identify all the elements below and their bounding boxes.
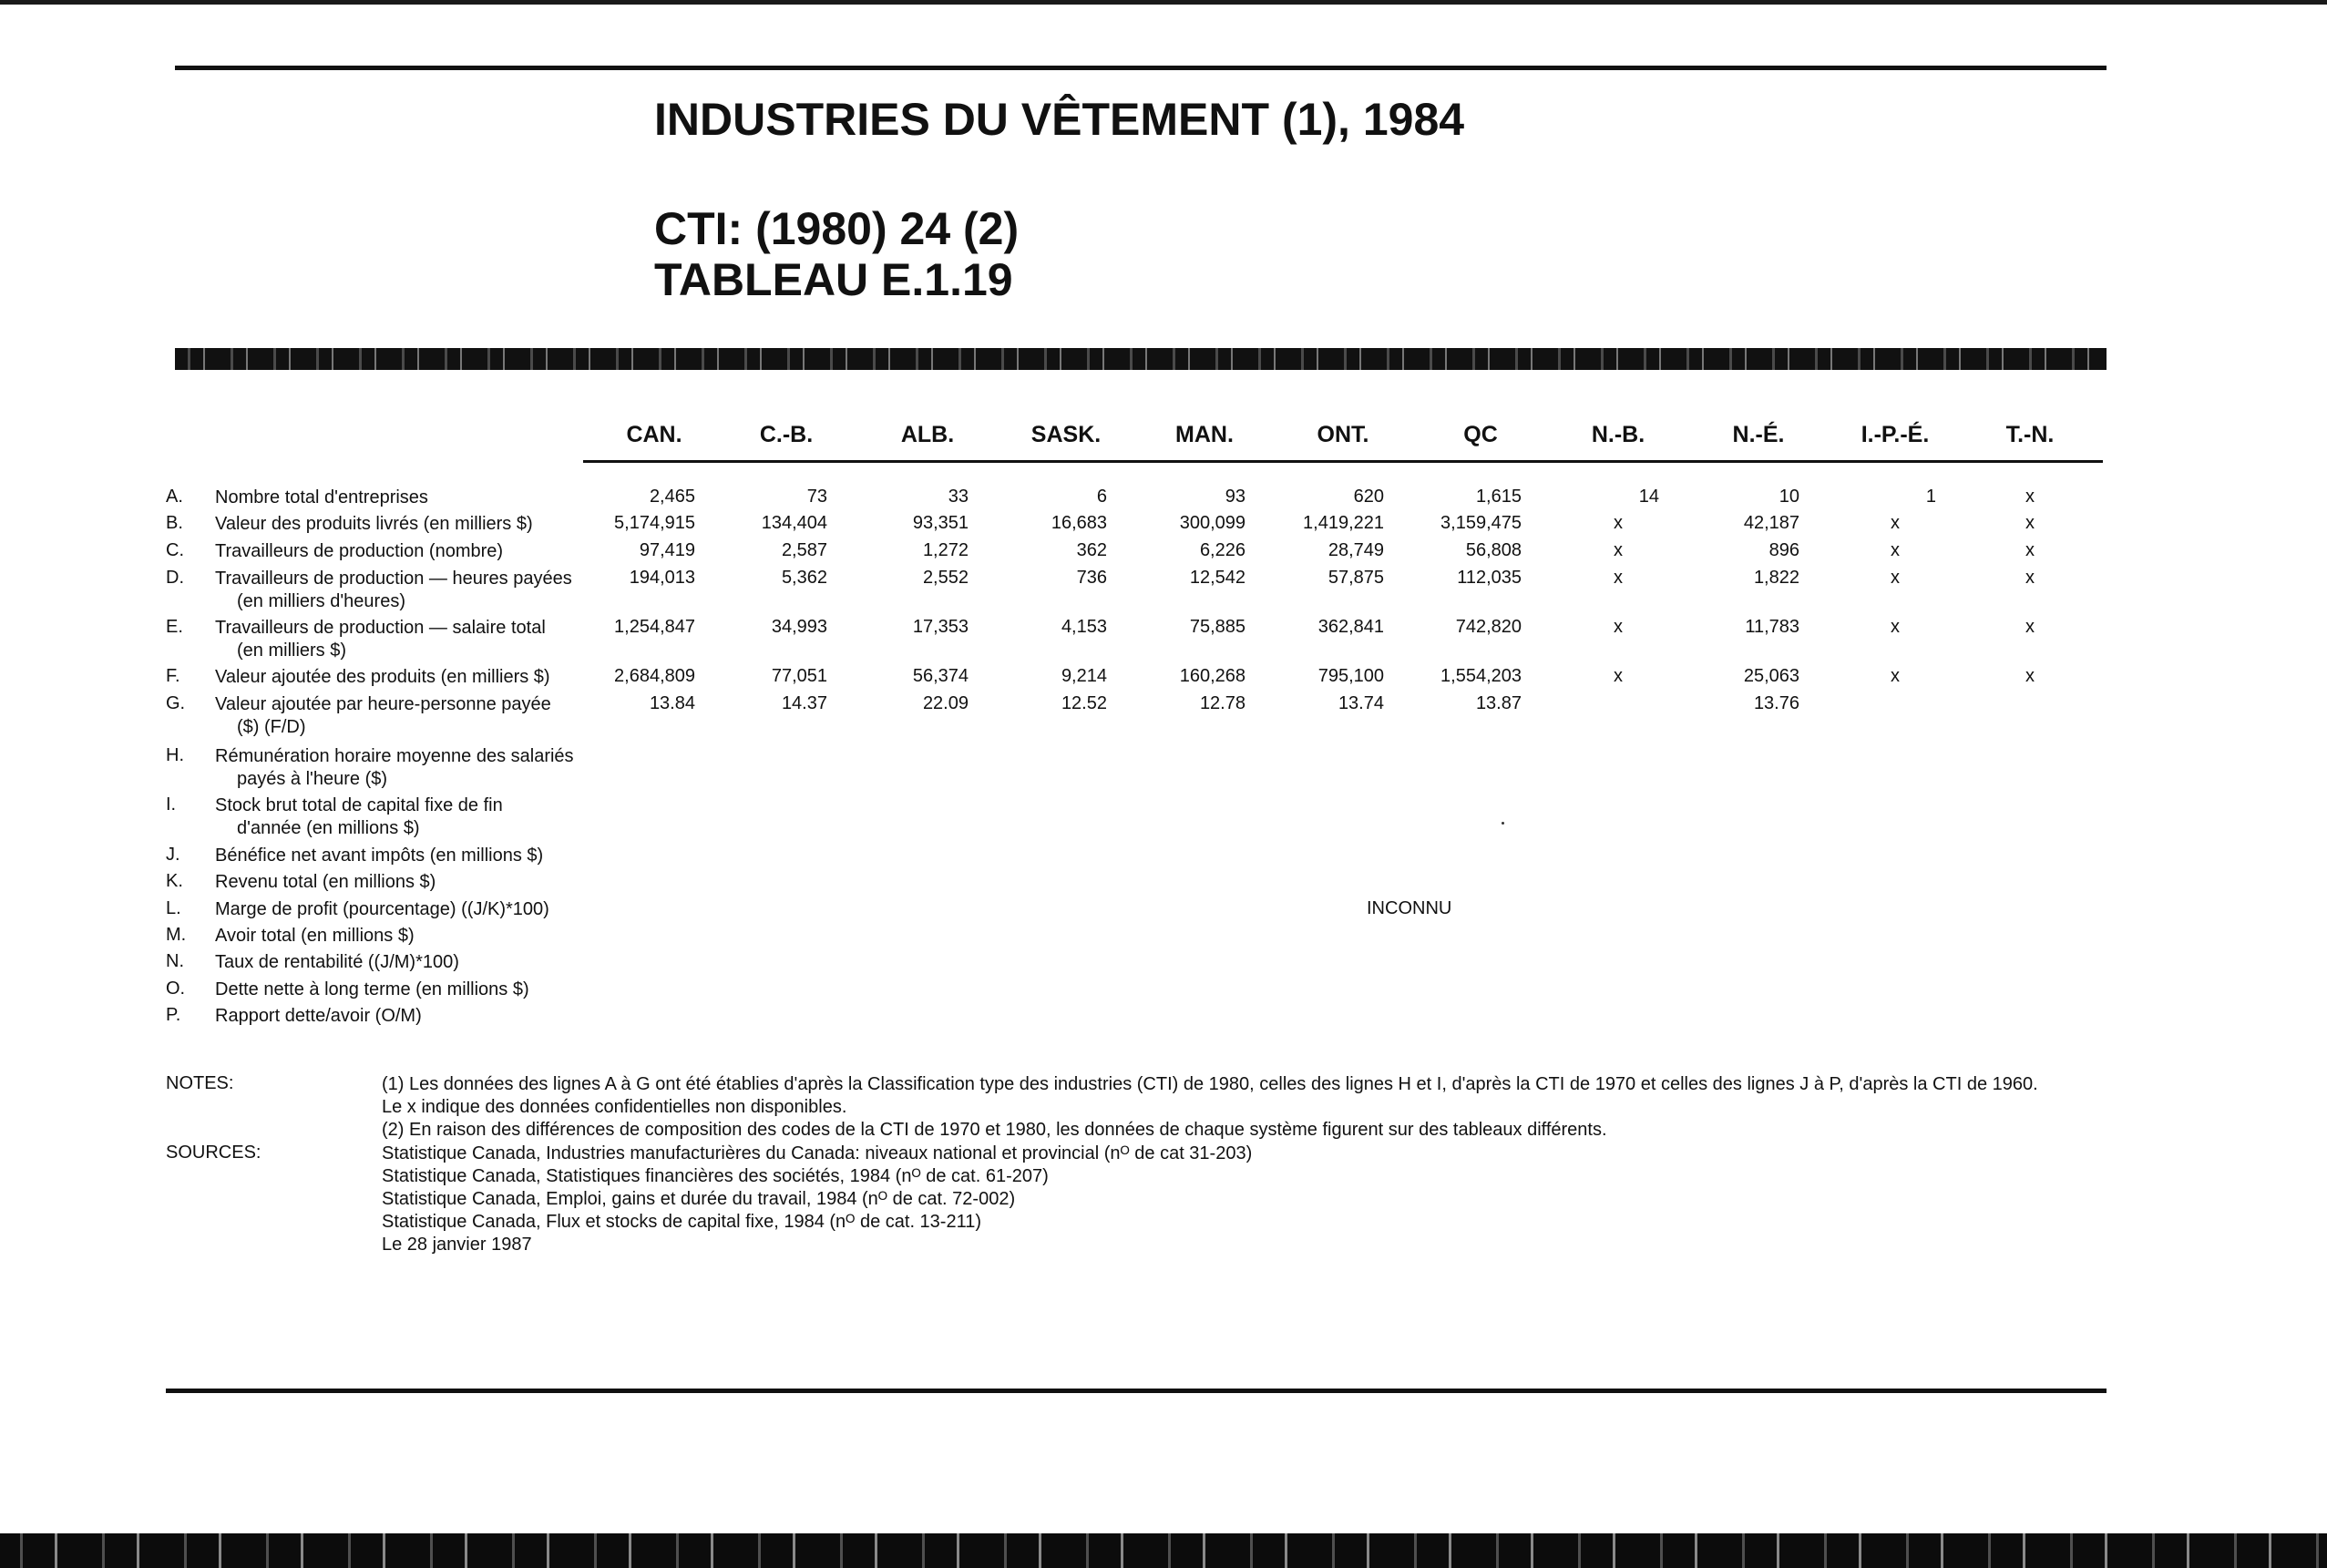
- row-letter: G.: [166, 693, 186, 713]
- column-header: ALB.: [900, 422, 955, 447]
- table-cell: x: [2025, 617, 2035, 637]
- table-cell: 896: [1768, 540, 1799, 560]
- row-label-main: Valeur ajoutée des produits (en milliers $): [215, 667, 550, 687]
- table-cell: 73: [806, 487, 827, 507]
- column-header: MAN.: [1175, 422, 1234, 447]
- row-label-main: Valeur ajoutée par heure-personne payée: [215, 694, 551, 714]
- column-header: C.-B.: [759, 422, 814, 447]
- row-label: [215, 845, 598, 867]
- table-cell: 16,683: [1051, 513, 1107, 533]
- row-label-main: Travailleurs de production — salaire total: [215, 618, 546, 638]
- page-top-edge: [0, 0, 2327, 5]
- table-cell: 2,587: [781, 540, 827, 560]
- table-cell: x: [2025, 568, 2035, 588]
- row-label: [215, 617, 598, 662]
- source-line: Statistique Canada, Statistiques financières des sociétés, 1984 (nᴼ de cat. 61-207): [382, 1166, 1049, 1186]
- table-cell: 620: [1353, 487, 1384, 507]
- row-label: [215, 568, 598, 613]
- column-header: T.-N.: [2005, 422, 2055, 447]
- table-cell: 97,419: [639, 540, 695, 560]
- table-cell: 10: [1779, 487, 1799, 507]
- table-cell: 795,100: [1317, 666, 1384, 686]
- table-cell: x: [1614, 513, 1623, 533]
- table-cell: 112,035: [1457, 568, 1522, 588]
- row-label-main: Dette nette à long terme (en millions $): [215, 979, 529, 999]
- table-cell: x: [2025, 513, 2035, 533]
- table-cell: 12.78: [1199, 693, 1246, 713]
- table-cell: x: [1891, 617, 1900, 637]
- column-header: ONT.: [1317, 422, 1369, 447]
- column-header: I.-P.-É.: [1861, 422, 1930, 447]
- row-label-main: Nombre total d'entreprises: [215, 487, 428, 507]
- row-label: [215, 513, 598, 536]
- table-cell: x: [1614, 666, 1623, 686]
- table-cell: 1,822: [1753, 568, 1799, 588]
- scan-speck: [1502, 822, 1504, 825]
- table-cell: 194,013: [629, 568, 695, 588]
- row-label-sub: ($) (F/D): [237, 717, 306, 737]
- table-cell: 14: [1638, 487, 1659, 507]
- row-label: [215, 1005, 598, 1028]
- row-letter: B.: [166, 513, 183, 533]
- sources-text: [382, 1143, 1252, 1256]
- row-letter: F.: [166, 666, 180, 686]
- table-cell: 1,254,847: [614, 617, 695, 637]
- row-label: [215, 951, 598, 974]
- note-line: (2) En raison des différences de composition des codes de la CTI de 1970 et 1980, les données de chaque système figurent sur des tableaux différents.: [382, 1120, 1607, 1140]
- table-cell: 75,885: [1189, 617, 1246, 637]
- page-bottom-edge: [0, 1533, 2327, 1568]
- table-cell: 742,820: [1455, 617, 1522, 637]
- row-label: [215, 871, 598, 894]
- table-cell: 14.37: [781, 693, 827, 713]
- document-title: INDUSTRIES DU VÊTEMENT (1), 1984: [654, 94, 1465, 145]
- note-line: (1) Les données des lignes A à G ont été établies d'après la Classification type des industries (CTI) de 1980, celles des lignes H et I, d'après la CTI de 1970 et celles des lignes J à P, d'après la CTI de 1960.: [382, 1074, 2038, 1094]
- table-cell: x: [1891, 540, 1900, 560]
- header-band-rule: [175, 348, 2107, 370]
- table-cell: 2,465: [649, 487, 695, 507]
- table-cell: 34,993: [771, 617, 827, 637]
- table-cell: 362: [1076, 540, 1107, 560]
- table-cell: 12.52: [1061, 693, 1107, 713]
- table-cell: 77,051: [771, 666, 827, 686]
- inconnu-label: INCONNU: [1367, 898, 1452, 918]
- table-cell: x: [2025, 540, 2035, 560]
- cti-code: CTI: (1980) 24 (2): [654, 203, 1020, 254]
- table-cell: 5,174,915: [614, 513, 695, 533]
- row-label-sub: (en milliers d'heures): [237, 591, 405, 611]
- table-cell: x: [2025, 487, 2035, 507]
- column-header: SASK.: [1030, 422, 1102, 447]
- row-letter: M.: [166, 925, 187, 945]
- table-cell: 6,226: [1199, 540, 1246, 560]
- table-cell: 56,808: [1465, 540, 1522, 560]
- row-label-sub: d'année (en millions $): [237, 818, 420, 838]
- row-label-main: Valeur des produits livrés (en milliers $): [215, 514, 533, 534]
- row-label-sub: (en milliers $): [237, 641, 347, 661]
- row-letter: P.: [166, 1005, 181, 1025]
- table-cell: 362,841: [1317, 617, 1384, 637]
- row-label: [215, 925, 598, 948]
- table-cell: 5,362: [781, 568, 827, 588]
- table-cell: 17,353: [912, 617, 969, 637]
- column-header: N.-É.: [1732, 422, 1785, 447]
- row-letter: J.: [166, 845, 180, 865]
- row-label: [215, 979, 598, 1001]
- column-header-rule: [583, 460, 2103, 463]
- source-line: Statistique Canada, Industries manufacturières du Canada: niveaux national et provincial (nᴼ de cat 31-203): [382, 1143, 1253, 1163]
- table-cell: 160,268: [1179, 666, 1246, 686]
- table-cell: 13.74: [1338, 693, 1384, 713]
- notes-label: NOTES:: [166, 1073, 234, 1093]
- table-cell: 25,063: [1743, 666, 1799, 686]
- table-cell: 33: [948, 487, 969, 507]
- table-cell: 1,272: [922, 540, 969, 560]
- table-cell: 42,187: [1743, 513, 1799, 533]
- table-cell: 3,159,475: [1440, 513, 1522, 533]
- table-cell: 11,783: [1745, 617, 1799, 637]
- column-header: QC: [1463, 422, 1498, 447]
- table-cell: x: [2025, 666, 2035, 686]
- table-cell: 13.87: [1475, 693, 1522, 713]
- table-cell: x: [1891, 513, 1900, 533]
- row-letter: L.: [166, 898, 181, 918]
- row-label: [215, 540, 598, 563]
- table-cell: 1,615: [1475, 487, 1522, 507]
- table-cell: 22.09: [922, 693, 969, 713]
- table-cell: 2,552: [922, 568, 969, 588]
- row-letter: D.: [166, 568, 184, 588]
- table-cell: 93,351: [912, 513, 969, 533]
- table-cell: 300,099: [1179, 513, 1246, 533]
- column-header: N.-B.: [1591, 422, 1645, 447]
- table-cell: 1,419,221: [1303, 513, 1384, 533]
- row-label: [215, 666, 598, 689]
- table-cell: 57,875: [1328, 568, 1384, 588]
- table-cell: 736: [1076, 568, 1107, 588]
- table-number: TABLEAU E.1.19: [654, 254, 1013, 305]
- notes-text: [382, 1073, 2038, 1142]
- source-line: Statistique Canada, Emploi, gains et durée du travail, 1984 (nᴼ de cat. 72-002): [382, 1189, 1016, 1209]
- table-cell: x: [1614, 540, 1623, 560]
- row-label: [215, 898, 598, 921]
- row-letter: A.: [166, 487, 183, 507]
- row-label: [215, 487, 598, 509]
- row-label: [215, 693, 598, 739]
- row-label-main: Avoir total (en millions $): [215, 926, 415, 946]
- table-cell: 6: [1096, 487, 1107, 507]
- row-label-main: Stock brut total de capital fixe de fin: [215, 795, 503, 815]
- source-line: Statistique Canada, Flux et stocks de capital fixe, 1984 (nᴼ de cat. 13-211): [382, 1212, 982, 1232]
- row-label: [215, 745, 598, 791]
- sources-label: SOURCES:: [166, 1143, 261, 1163]
- table-cell: 93: [1225, 487, 1246, 507]
- table-cell: 13.76: [1753, 693, 1799, 713]
- row-letter: I.: [166, 794, 177, 815]
- top-rule: [175, 66, 2107, 70]
- bottom-rule: [166, 1389, 2107, 1393]
- table-cell: x: [1614, 568, 1623, 588]
- row-letter: N.: [166, 951, 184, 971]
- source-line: Le 28 janvier 1987: [382, 1235, 532, 1255]
- row-label-main: Rapport dette/avoir (O/M): [215, 1006, 422, 1026]
- row-label-main: Travailleurs de production (nombre): [215, 541, 504, 561]
- row-letter: H.: [166, 745, 184, 765]
- table-cell: 28,749: [1328, 540, 1384, 560]
- table-cell: 9,214: [1061, 666, 1107, 686]
- row-letter: E.: [166, 617, 183, 637]
- row-letter: C.: [166, 540, 184, 560]
- table-cell: 13.84: [649, 693, 695, 713]
- row-label-main: Marge de profit (pourcentage) ((J/K)*100): [215, 899, 549, 919]
- row-letter: K.: [166, 871, 183, 891]
- table-cell: 1,554,203: [1440, 666, 1522, 686]
- table-cell: x: [1891, 666, 1900, 686]
- table-cell: 4,153: [1061, 617, 1107, 637]
- row-label-main: Travailleurs de production — heures payées: [215, 569, 572, 589]
- table-cell: 134,404: [761, 513, 827, 533]
- row-label-main: Revenu total (en millions $): [215, 872, 436, 892]
- row-label-main: Taux de rentabilité ((J/M)*100): [215, 952, 459, 972]
- row-label-main: Bénéfice net avant impôts (en millions $): [215, 845, 544, 866]
- table-cell: 1: [1925, 487, 1936, 507]
- table-cell: 2,684,809: [614, 666, 695, 686]
- row-label-main: Rémunération horaire moyenne des salariés: [215, 746, 574, 766]
- table-cell: 12,542: [1189, 568, 1246, 588]
- table-cell: x: [1891, 568, 1900, 588]
- row-label: [215, 794, 598, 840]
- column-header: CAN.: [626, 422, 682, 447]
- row-label-sub: payés à l'heure ($): [237, 769, 388, 789]
- row-letter: O.: [166, 979, 186, 999]
- table-cell: 56,374: [912, 666, 969, 686]
- note-line: Le x indique des données confidentielles non disponibles.: [382, 1097, 847, 1117]
- table-cell: x: [1614, 617, 1623, 637]
